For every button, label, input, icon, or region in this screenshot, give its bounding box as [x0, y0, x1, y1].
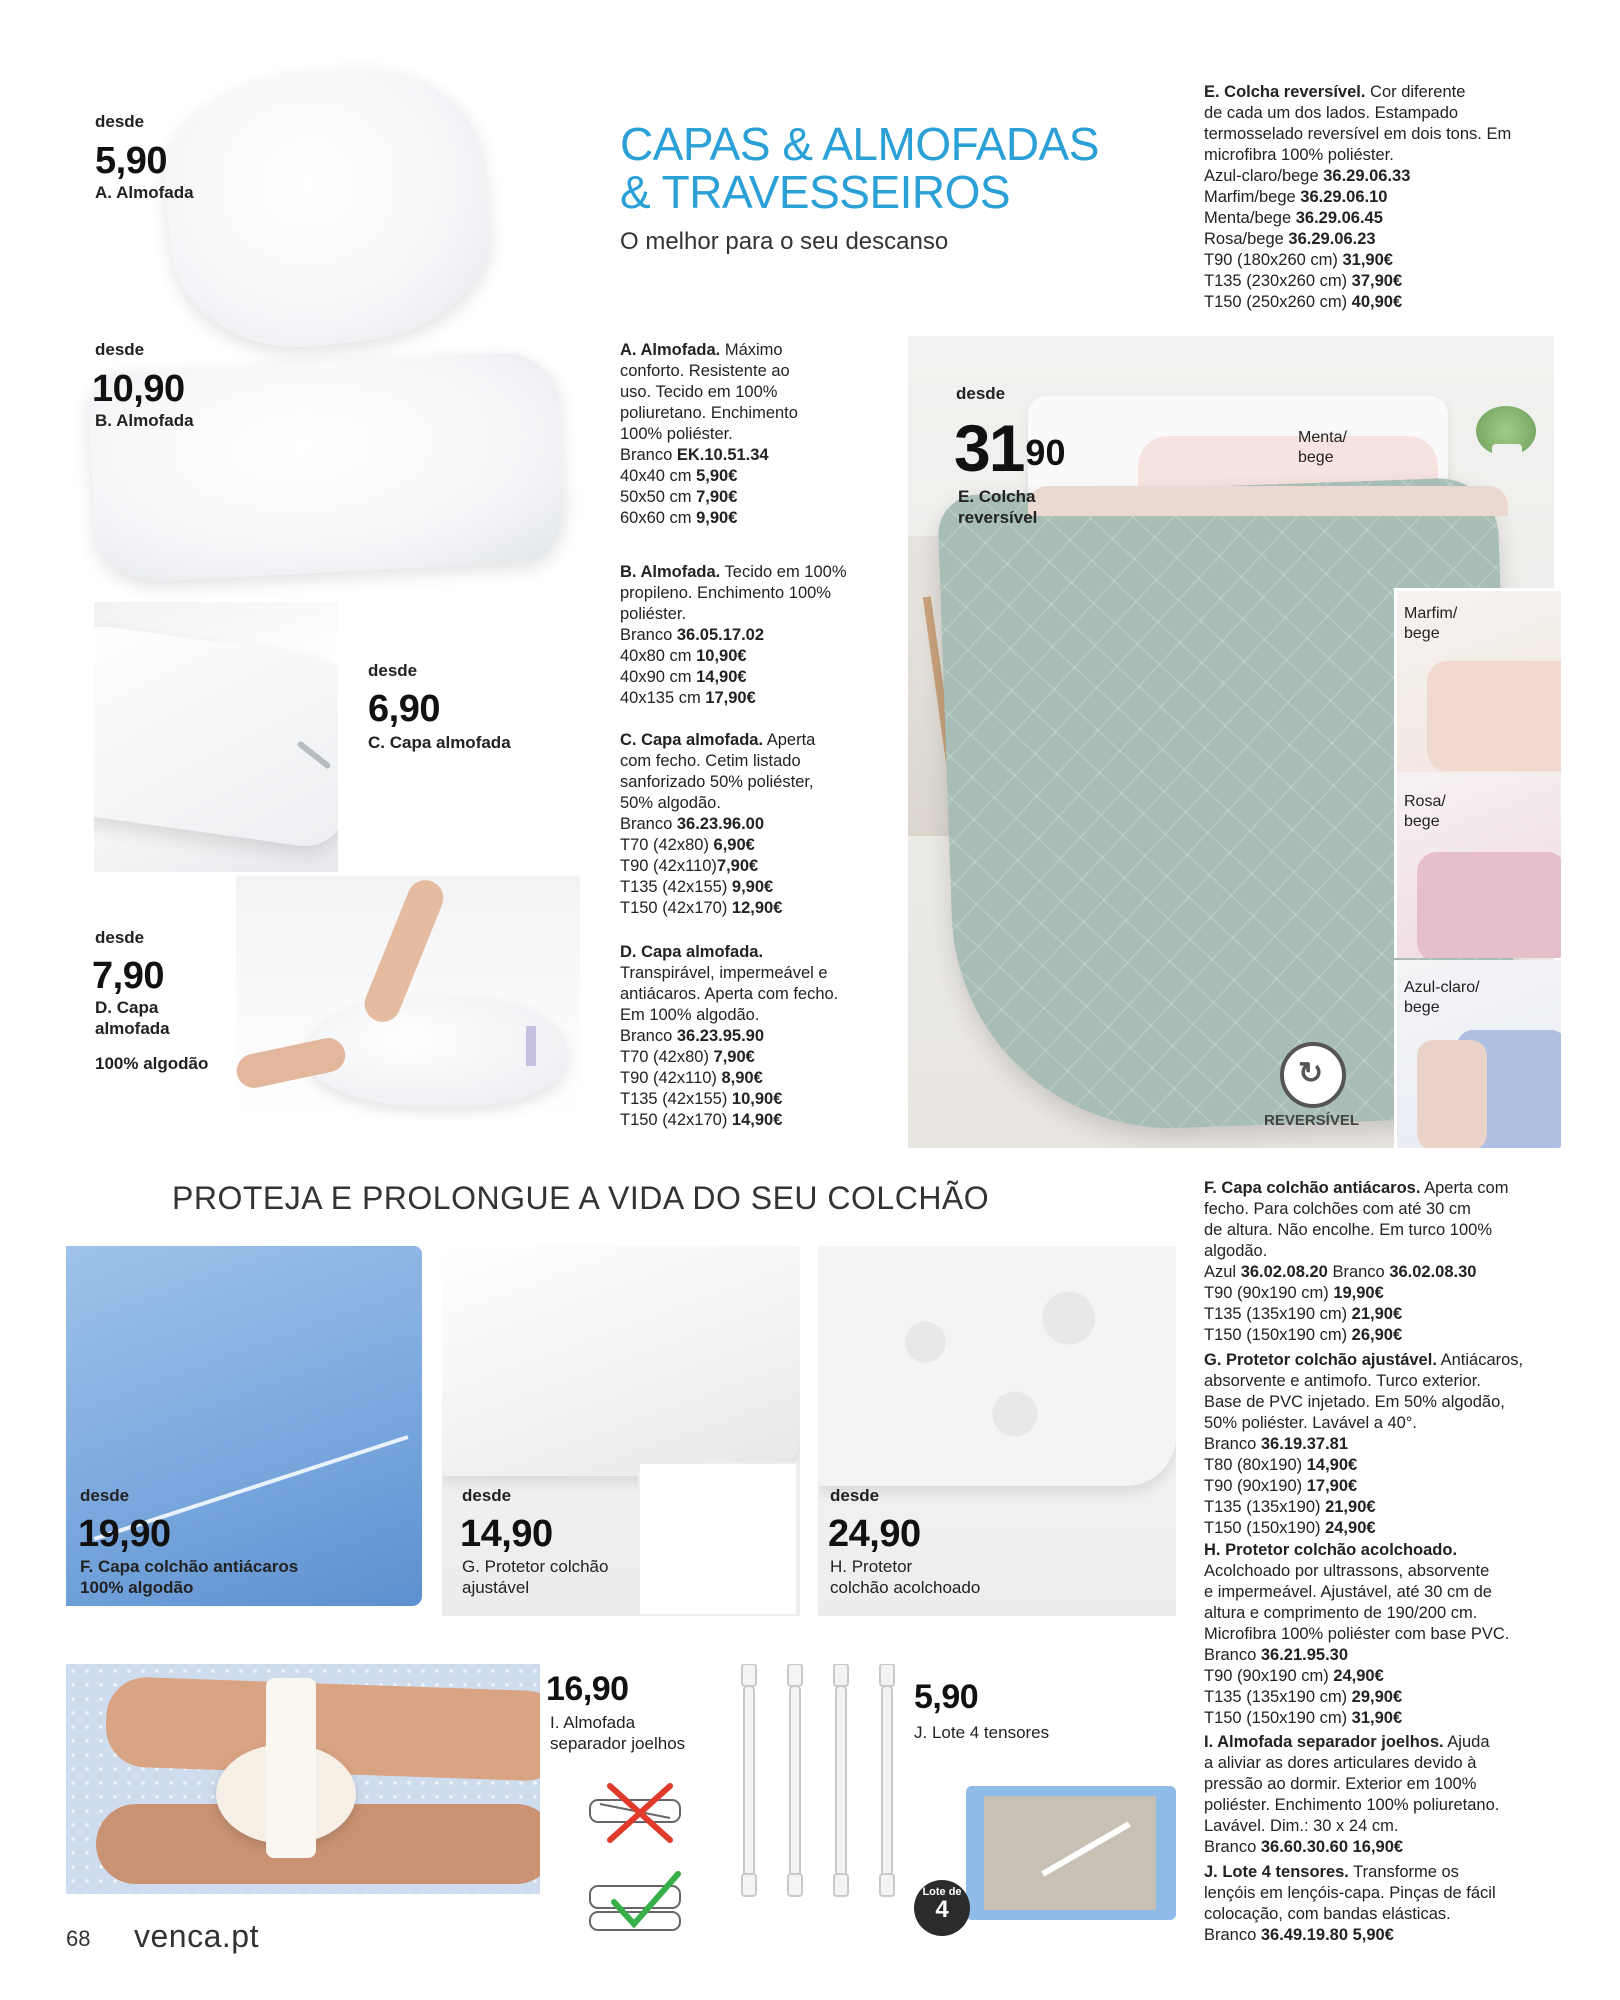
- knee-pillow-i-image: [66, 1664, 540, 1894]
- price-e: 3190: [954, 411, 1066, 485]
- product-label-b: B. Almofada: [95, 411, 194, 430]
- desc-line: T150 (150x190 cm) 31,90€: [1204, 1708, 1403, 1727]
- price-c: 6,90: [368, 688, 440, 730]
- desc-b: [620, 562, 847, 709]
- lote-badge: Lote de 4: [914, 1880, 970, 1936]
- pillow-a-image: [155, 56, 500, 360]
- desc-line: Branco EK.10.51.34: [620, 445, 769, 464]
- product-label-e: E. Colcha reversível: [958, 487, 1038, 528]
- desc-line: T90 (42x110)7,90€: [620, 856, 759, 875]
- desc-line: Branco 36.23.95.90: [620, 1026, 765, 1045]
- desde-label: desde: [95, 928, 145, 947]
- desc-line: T70 (42x80) 6,90€: [620, 835, 755, 854]
- desc-line: T135 (42x155) 10,90€: [620, 1089, 783, 1108]
- desc-line: Menta/bege 36.29.06.45: [1204, 208, 1383, 227]
- desc-line: T90 (90x190) 17,90€: [1204, 1476, 1358, 1495]
- desc-line: Azul-claro/bege 36.29.06.33: [1204, 166, 1411, 185]
- product-label-a: A. Almofada: [95, 183, 194, 202]
- desc-line: conforto. Resistente ao: [620, 361, 790, 380]
- desc-f: [1204, 1178, 1508, 1346]
- price-g: 14,90: [460, 1513, 553, 1555]
- desc-line: e impermeável. Ajustável, até 30 cm de: [1204, 1582, 1492, 1601]
- desc-a: [620, 340, 798, 529]
- desc-line: J. Lote 4 tensores. Transforme os: [1204, 1863, 1459, 1881]
- desc-line: T150 (150x190 cm) 26,90€: [1204, 1325, 1403, 1344]
- desc-line: absorvente e antimofo. Turco exterior.: [1204, 1371, 1481, 1390]
- desc-h: [1204, 1540, 1509, 1729]
- desc-line: 50x50 cm 7,90€: [620, 487, 738, 506]
- desc-line: T135 (135x190) 21,90€: [1204, 1497, 1376, 1516]
- page-number: 68: [66, 1926, 91, 1951]
- desc-line: Lavável. Dim.: 30 x 24 cm.: [1204, 1816, 1399, 1835]
- desc-line: T135 (135x190 cm) 21,90€: [1204, 1304, 1403, 1323]
- desc-line: com fecho. Cetim listado: [620, 751, 801, 770]
- desc-line: H. Protetor colchão acolchoado.: [1204, 1541, 1458, 1559]
- reversible-icon: ↻: [1280, 1042, 1346, 1108]
- price-i: 16,90: [546, 1670, 629, 1708]
- price-h: 24,90: [828, 1513, 921, 1555]
- desc-line: I. Almofada separador joelhos. Ajuda: [1204, 1733, 1490, 1751]
- desc-line: T135 (135x190 cm) 29,90€: [1204, 1687, 1403, 1706]
- desde-label: desde: [95, 112, 145, 131]
- desc-line: 40x40 cm 5,90€: [620, 466, 738, 485]
- desc-line: Azul 36.02.08.20 Branco 36.02.08.30: [1204, 1262, 1477, 1281]
- desc-line: Microfibra 100% poliéster com base PVC.: [1204, 1624, 1510, 1643]
- desc-g: [1204, 1350, 1523, 1539]
- desc-line: 40x135 cm 17,90€: [620, 688, 756, 707]
- pillow-case-d-image: [236, 876, 580, 1120]
- desc-line: G. Protetor colchão ajustável. Antiácaros,: [1204, 1351, 1524, 1369]
- desde-label: desde: [95, 340, 145, 359]
- desc-line: Base de PVC injetado. Em 50% algodão,: [1204, 1392, 1505, 1411]
- desc-line: 40x90 cm 14,90€: [620, 667, 747, 686]
- desc-line: a aliviar as dores articulares devido à: [1204, 1753, 1477, 1772]
- desc-line: algodão.: [1204, 1241, 1268, 1260]
- price-a: 5,90: [95, 140, 167, 182]
- product-label-h: H. Protetor colchão acolchoado: [830, 1557, 981, 1598]
- desc-line: T150 (250x260 cm) 40,90€: [1204, 292, 1403, 311]
- product-label-j: J. Lote 4 tensores: [914, 1723, 1050, 1742]
- desc-line: Transpirável, impermeável e: [620, 963, 828, 982]
- color-label-marfim: Marfim/ bege: [1404, 605, 1458, 642]
- material-note-d: 100% algodão: [95, 1054, 209, 1073]
- desc-line: 50% poliéster. Lavável a 40°.: [1204, 1413, 1417, 1432]
- tensors-applied-image: [966, 1786, 1176, 1920]
- desc-line: antiácaros. Aperta com fecho.: [620, 984, 839, 1003]
- page-subtitle: O melhor para o seu descanso: [620, 228, 949, 255]
- pillow-case-c-image: [94, 602, 338, 872]
- desc-line: Marfim/bege 36.29.06.10: [1204, 187, 1388, 206]
- product-label-i: I. Almofada separador joelhos: [550, 1713, 686, 1754]
- product-label-g: G. Protetor colchão ajustável: [462, 1557, 609, 1598]
- desc-line: F. Capa colchão antiácaros. Aperta com: [1204, 1179, 1509, 1197]
- desc-line: Rosa/bege 36.29.06.23: [1204, 229, 1376, 248]
- desc-line: Branco 36.49.19.80 5,90€: [1204, 1925, 1394, 1944]
- desc-line: B. Almofada. Tecido em 100%: [620, 563, 847, 581]
- desc-line: T150 (42x170) 12,90€: [620, 898, 783, 917]
- section-title: PROTEJA E PROLONGUE A VIDA DO SEU COLCHÃO: [172, 1180, 990, 1216]
- color-label-rosa: Rosa/ bege: [1404, 793, 1446, 830]
- desc-line: 40x80 cm 10,90€: [620, 646, 747, 665]
- desde-label: desde: [368, 661, 418, 680]
- product-label-f: F. Capa colchão antiácaros 100% algodão: [80, 1557, 299, 1598]
- desc-line: pressão ao dormir. Exterior em 100%: [1204, 1774, 1477, 1793]
- desc-line: propileno. Enchimento 100%: [620, 583, 831, 602]
- desc-line: C. Capa almofada. Aperta: [620, 731, 816, 749]
- price-d: 7,90: [92, 955, 164, 997]
- desc-line: T90 (42x110) 8,90€: [620, 1068, 763, 1087]
- desde-label: desde: [462, 1486, 512, 1505]
- price-j: 5,90: [914, 1678, 979, 1716]
- desc-line: uso. Tecido em 100%: [620, 382, 778, 401]
- desc-line: poliuretano. Enchimento: [620, 403, 798, 422]
- desc-line: de cada um dos lados. Estampado: [1204, 103, 1459, 122]
- desde-label: desde: [830, 1486, 880, 1505]
- price-f: 19,90: [78, 1513, 171, 1555]
- desc-line: poliéster.: [620, 604, 687, 623]
- desc-line: Acolchoado por ultrassons, absorvente: [1204, 1561, 1490, 1580]
- tensors-j-image: [730, 1664, 910, 1904]
- desc-line: termosselado reversível em dois tons. Em: [1204, 124, 1512, 143]
- desc-line: 50% algodão.: [620, 793, 721, 812]
- desc-line: A. Almofada. Máximo: [620, 341, 783, 359]
- title-line-1: CAPAS & ALMOFADAS: [620, 118, 1099, 170]
- price-b: 10,90: [92, 368, 185, 410]
- desc-line: T70 (42x80) 7,90€: [620, 1047, 755, 1066]
- desc-line: T135 (42x155) 9,90€: [620, 877, 774, 896]
- desc-line: E. Colcha reversível. Cor diferente: [1204, 83, 1466, 101]
- desc-line: T90 (90x190 cm) 19,90€: [1204, 1283, 1384, 1302]
- desde-label: desde: [956, 384, 1006, 403]
- desc-line: fecho. Para colchões com até 30 cm: [1204, 1199, 1471, 1218]
- desc-line: Em 100% algodão.: [620, 1005, 760, 1024]
- desc-line: lençóis em lençóis-capa. Pinças de fácil: [1204, 1883, 1496, 1902]
- page-title: [620, 120, 1099, 217]
- desc-line: D. Capa almofada.: [620, 943, 764, 961]
- site-logo[interactable]: venca.pt: [134, 1918, 259, 1954]
- desc-line: Branco 36.23.96.00: [620, 814, 765, 833]
- desc-line: poliéster. Enchimento 100% poliuretano.: [1204, 1795, 1500, 1814]
- reversible-label: REVERSÍVEL: [1264, 1112, 1360, 1129]
- desc-i: [1204, 1732, 1499, 1858]
- color-label-menta: Menta/ bege: [1298, 429, 1347, 466]
- desc-line: sanforizado 50% poliéster,: [620, 772, 814, 791]
- wrong-posture-icon: [580, 1778, 700, 1848]
- correct-posture-icon: [580, 1868, 700, 1938]
- product-label-c: C. Capa almofada: [368, 733, 511, 752]
- title-line-2: & TRAVESSEIROS: [620, 166, 1011, 219]
- desc-line: Branco 36.19.37.81: [1204, 1434, 1349, 1453]
- desc-line: Branco 36.60.30.60 16,90€: [1204, 1837, 1404, 1856]
- product-label-d: D. Capa almofada: [95, 998, 170, 1039]
- desc-line: T80 (80x190) 14,90€: [1204, 1455, 1358, 1474]
- desc-j: [1204, 1862, 1496, 1946]
- desc-line: Branco 36.21.95.30: [1204, 1645, 1349, 1664]
- desc-line: T135 (230x260 cm) 37,90€: [1204, 271, 1403, 290]
- desc-line: Branco 36.05.17.02: [620, 625, 765, 644]
- desc-line: altura e comprimento de 190/200 cm.: [1204, 1603, 1478, 1622]
- desc-line: colocação, com bandas elásticas.: [1204, 1904, 1451, 1923]
- desc-line: microfibra 100% poliéster.: [1204, 145, 1394, 164]
- desc-line: T150 (42x170) 14,90€: [620, 1110, 783, 1129]
- desc-e: [1204, 82, 1511, 312]
- desc-line: 100% poliéster.: [620, 424, 733, 443]
- desc-line: T90 (90x190 cm) 24,90€: [1204, 1666, 1384, 1685]
- desc-d: [620, 942, 838, 1131]
- desc-line: de altura. Não encolhe. Em turco 100%: [1204, 1220, 1493, 1239]
- desc-c: [620, 730, 815, 919]
- desc-line: T150 (150x190) 24,90€: [1204, 1518, 1376, 1537]
- desc-line: T90 (180x260 cm) 31,90€: [1204, 250, 1393, 269]
- color-label-azul: Azul-claro/ bege: [1404, 979, 1480, 1016]
- desde-label: desde: [80, 1486, 130, 1505]
- desc-line: 60x60 cm 9,90€: [620, 508, 738, 527]
